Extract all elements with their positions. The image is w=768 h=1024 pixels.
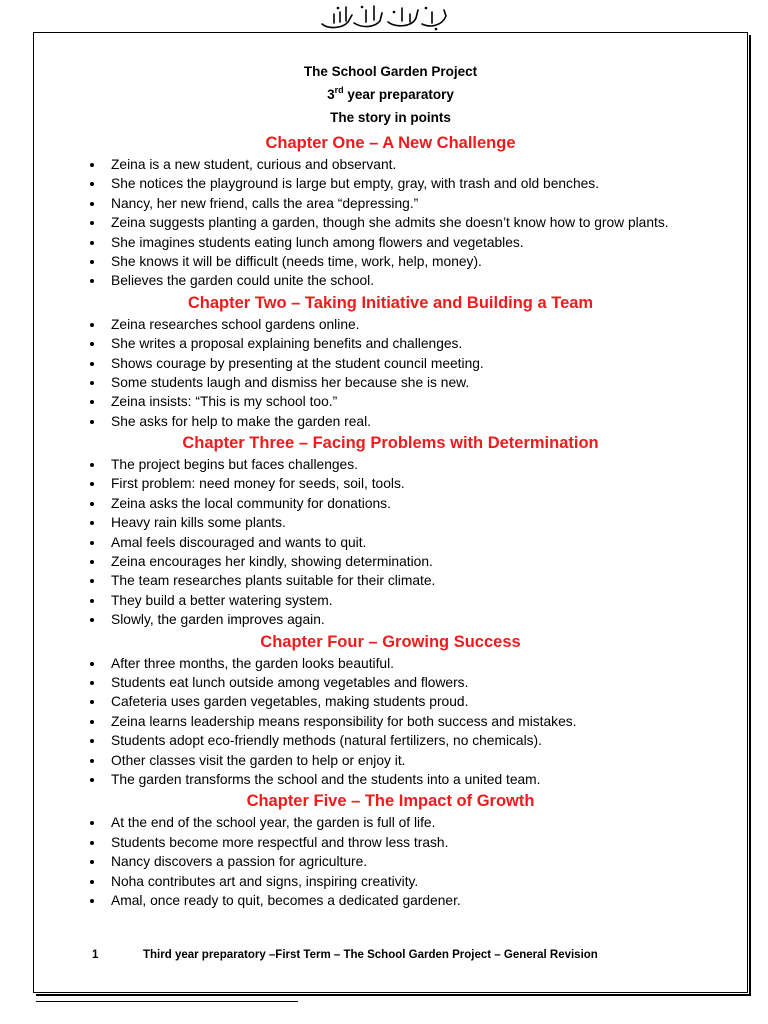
list-item: Nancy, her new friend, calls the area “depressing.” bbox=[111, 194, 747, 213]
list-item: At the end of the school year, the garden is full of life. bbox=[111, 813, 747, 832]
chapter-heading: Chapter Three – Facing Problems with Determination bbox=[182, 434, 599, 453]
list-item: Students adopt eco-friendly methods (natural fertilizers, no chemicals). bbox=[111, 731, 747, 750]
list-item: She writes a proposal explaining benefits and challenges. bbox=[111, 334, 747, 353]
list-item: Zeina is a new student, curious and observant. bbox=[111, 155, 747, 174]
list-item: Nancy discovers a passion for agriculture. bbox=[111, 852, 747, 871]
document-body bbox=[34, 60, 747, 910]
list-item: Zeina encourages her kindly, showing determination. bbox=[111, 552, 747, 571]
grade-ordinal-suffix: rd bbox=[334, 84, 344, 95]
chapter-heading: Chapter One – A New Challenge bbox=[265, 134, 516, 152]
chapter-heading: Chapter Four – Growing Success bbox=[260, 632, 521, 651]
list-item: Believes the garden could unite the school. bbox=[111, 271, 747, 290]
list-item: Cafeteria uses garden vegetables, making students proud. bbox=[111, 692, 747, 711]
list-item: Noha contributes art and signs, inspiring creativity. bbox=[111, 872, 747, 891]
chapter-points-list bbox=[34, 155, 747, 291]
chapter-points-list bbox=[34, 813, 747, 910]
page-number: 1 bbox=[92, 949, 99, 961]
grade-label: year preparatory bbox=[343, 87, 454, 102]
document-subtitle: The story in points bbox=[330, 110, 451, 125]
list-item: Amal feels discouraged and wants to quit. bbox=[111, 533, 747, 552]
arabic-calligraphy-logo-icon bbox=[318, 2, 450, 32]
list-item: Zeina asks the local community for donations. bbox=[111, 494, 747, 513]
list-item: The team researches plants suitable for their climate. bbox=[111, 571, 747, 590]
list-item: Other classes visit the garden to help or enjoy it. bbox=[111, 751, 747, 770]
list-item: She notices the playground is large but empty, gray, with trash and old benches. bbox=[111, 174, 747, 193]
list-item: Slowly, the garden improves again. bbox=[111, 610, 747, 629]
list-item: Shows courage by presenting at the student council meeting. bbox=[111, 354, 747, 373]
list-item: Zeina insists: “This is my school too.” bbox=[111, 392, 747, 411]
chapter-heading: Chapter Five – The Impact of Growth bbox=[246, 792, 535, 811]
document-title: The School Garden Project bbox=[303, 64, 478, 79]
chapter-heading: Chapter Two – Taking Initiative and Building a Team bbox=[187, 293, 594, 312]
chapters-container bbox=[34, 131, 747, 910]
list-item: Some students laugh and dismiss her because she is new. bbox=[111, 373, 747, 392]
list-item: Students eat lunch outside among vegetables and flowers. bbox=[111, 673, 747, 692]
chapter-points-list bbox=[34, 455, 747, 630]
list-item: Amal, once ready to quit, becomes a dedicated gardener. bbox=[111, 891, 747, 910]
list-item: The garden transforms the school and the students into a united team. bbox=[111, 770, 747, 789]
list-item: They build a better watering system. bbox=[111, 591, 747, 610]
list-item: Zeina learns leadership means responsibility for both success and mistakes. bbox=[111, 712, 747, 731]
list-item: Heavy rain kills some plants. bbox=[111, 513, 747, 532]
list-item: The project begins but faces challenges. bbox=[111, 455, 747, 474]
chapter-points-list bbox=[34, 654, 747, 790]
footer-rule bbox=[36, 1001, 298, 1002]
footer-text: Third year preparatory –First Term – The School Garden Project – General Revision bbox=[143, 949, 598, 961]
page-footer bbox=[0, 946, 768, 964]
list-item: Students become more respectful and throw less trash. bbox=[111, 833, 747, 852]
grade-heading bbox=[34, 83, 747, 106]
list-item: Zeina researches school gardens online. bbox=[111, 315, 747, 334]
grade-number: 3 bbox=[327, 87, 335, 102]
list-item: She knows it will be difficult (needs time, work, help, money). bbox=[111, 252, 747, 271]
page-border-shadow-bottom bbox=[36, 994, 751, 996]
list-item: She imagines students eating lunch among flowers and vegetables. bbox=[111, 233, 747, 252]
list-item: After three months, the garden looks beautiful. bbox=[111, 654, 747, 673]
page-border-shadow-right bbox=[749, 35, 751, 996]
list-item: She asks for help to make the garden real. bbox=[111, 412, 747, 431]
list-item: First problem: need money for seeds, soil, tools. bbox=[111, 474, 747, 493]
list-item: Zeina suggests planting a garden, though she admits she doesn’t know how to grow plants. bbox=[111, 213, 747, 232]
chapter-points-list bbox=[34, 315, 747, 431]
